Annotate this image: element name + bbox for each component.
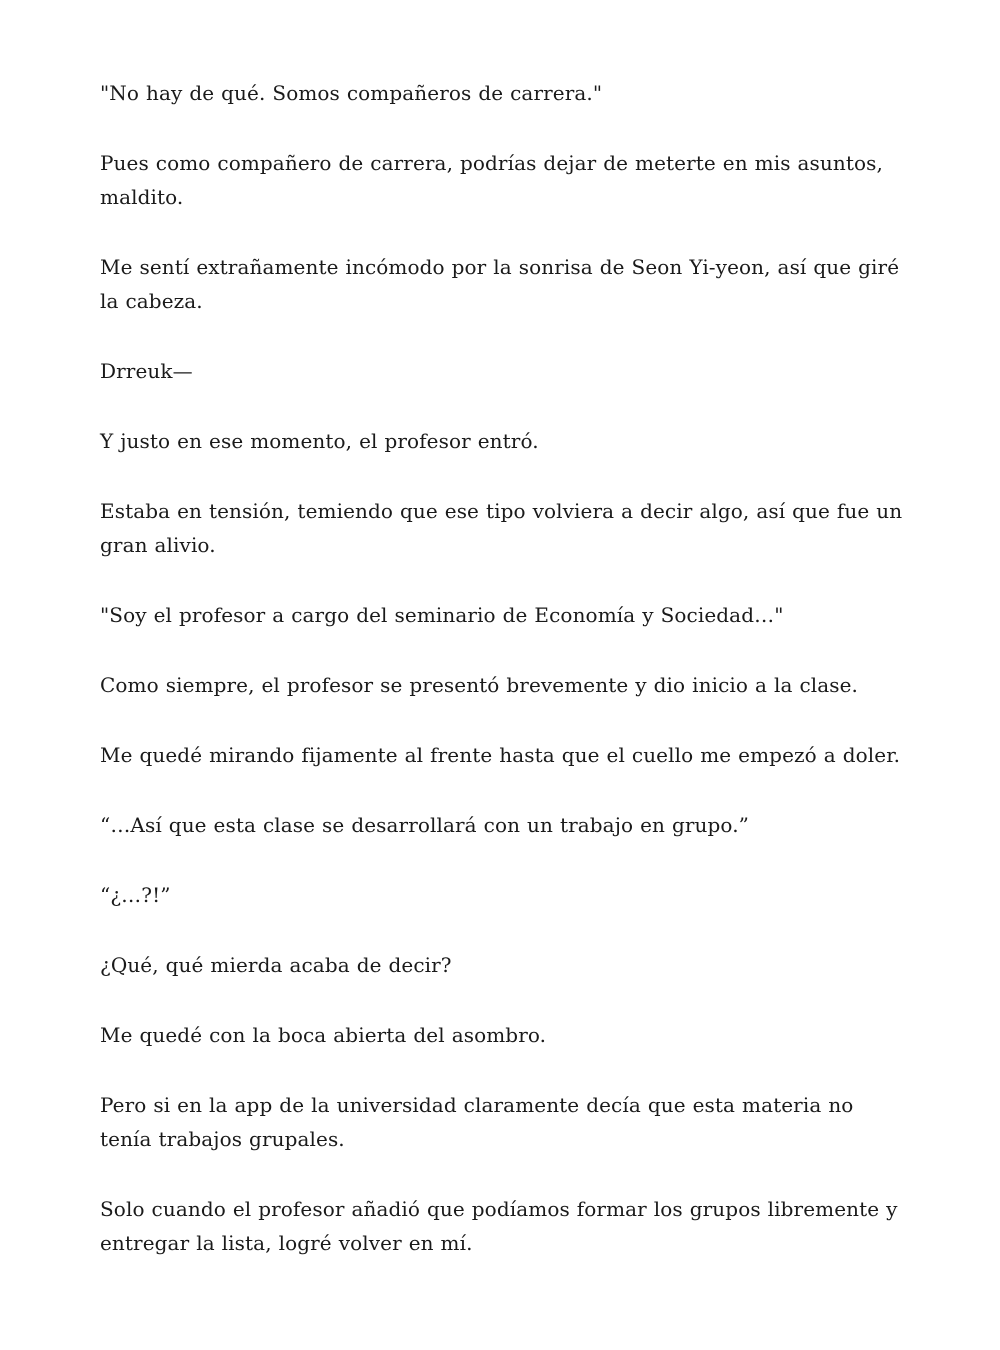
paragraph-sfx: Drreuk— [100, 359, 193, 383]
chapter-text-body [100, 76, 905, 1260]
paragraph: Estaba en tensión, temiendo que ese tipo volviera a decir algo, así que fue un gran alivio. [100, 499, 903, 557]
paragraph-dialogue: “…Así que esta clase se desarrollará con un trabajo en grupo.” [100, 813, 750, 837]
paragraph: Me quedé con la boca abierta del asombro. [100, 1023, 547, 1047]
paragraph: Pues como compañero de carrera, podrías dejar de meterte en mis asuntos, maldito. [100, 151, 883, 209]
paragraph: Me quedé mirando fijamente al frente hasta que el cuello me empezó a doler. [100, 743, 901, 767]
paragraph-dialogue: “¿…?!” [100, 883, 171, 907]
paragraph: Me sentí extrañamente incómodo por la sonrisa de Seon Yi-yeon, así que giré la cabeza. [100, 255, 900, 313]
paragraph: ¿Qué, qué mierda acaba de decir? [100, 953, 452, 977]
paragraph: Como siempre, el profesor se presentó brevemente y dio inicio a la clase. [100, 673, 859, 697]
paragraph-dialogue: "Soy el profesor a cargo del seminario de Economía y Sociedad…" [100, 603, 784, 627]
paragraph: Pero si en la app de la universidad claramente decía que esta materia no tenía trabajos grupales. [100, 1093, 854, 1151]
paragraph: Y justo en ese momento, el profesor entró. [100, 429, 539, 453]
paragraph-dialogue: "No hay de qué. Somos compañeros de carrera." [100, 81, 603, 105]
paragraph: Solo cuando el profesor añadió que podíamos formar los grupos libremente y entregar la lista, logré volver en mí. [100, 1197, 898, 1255]
